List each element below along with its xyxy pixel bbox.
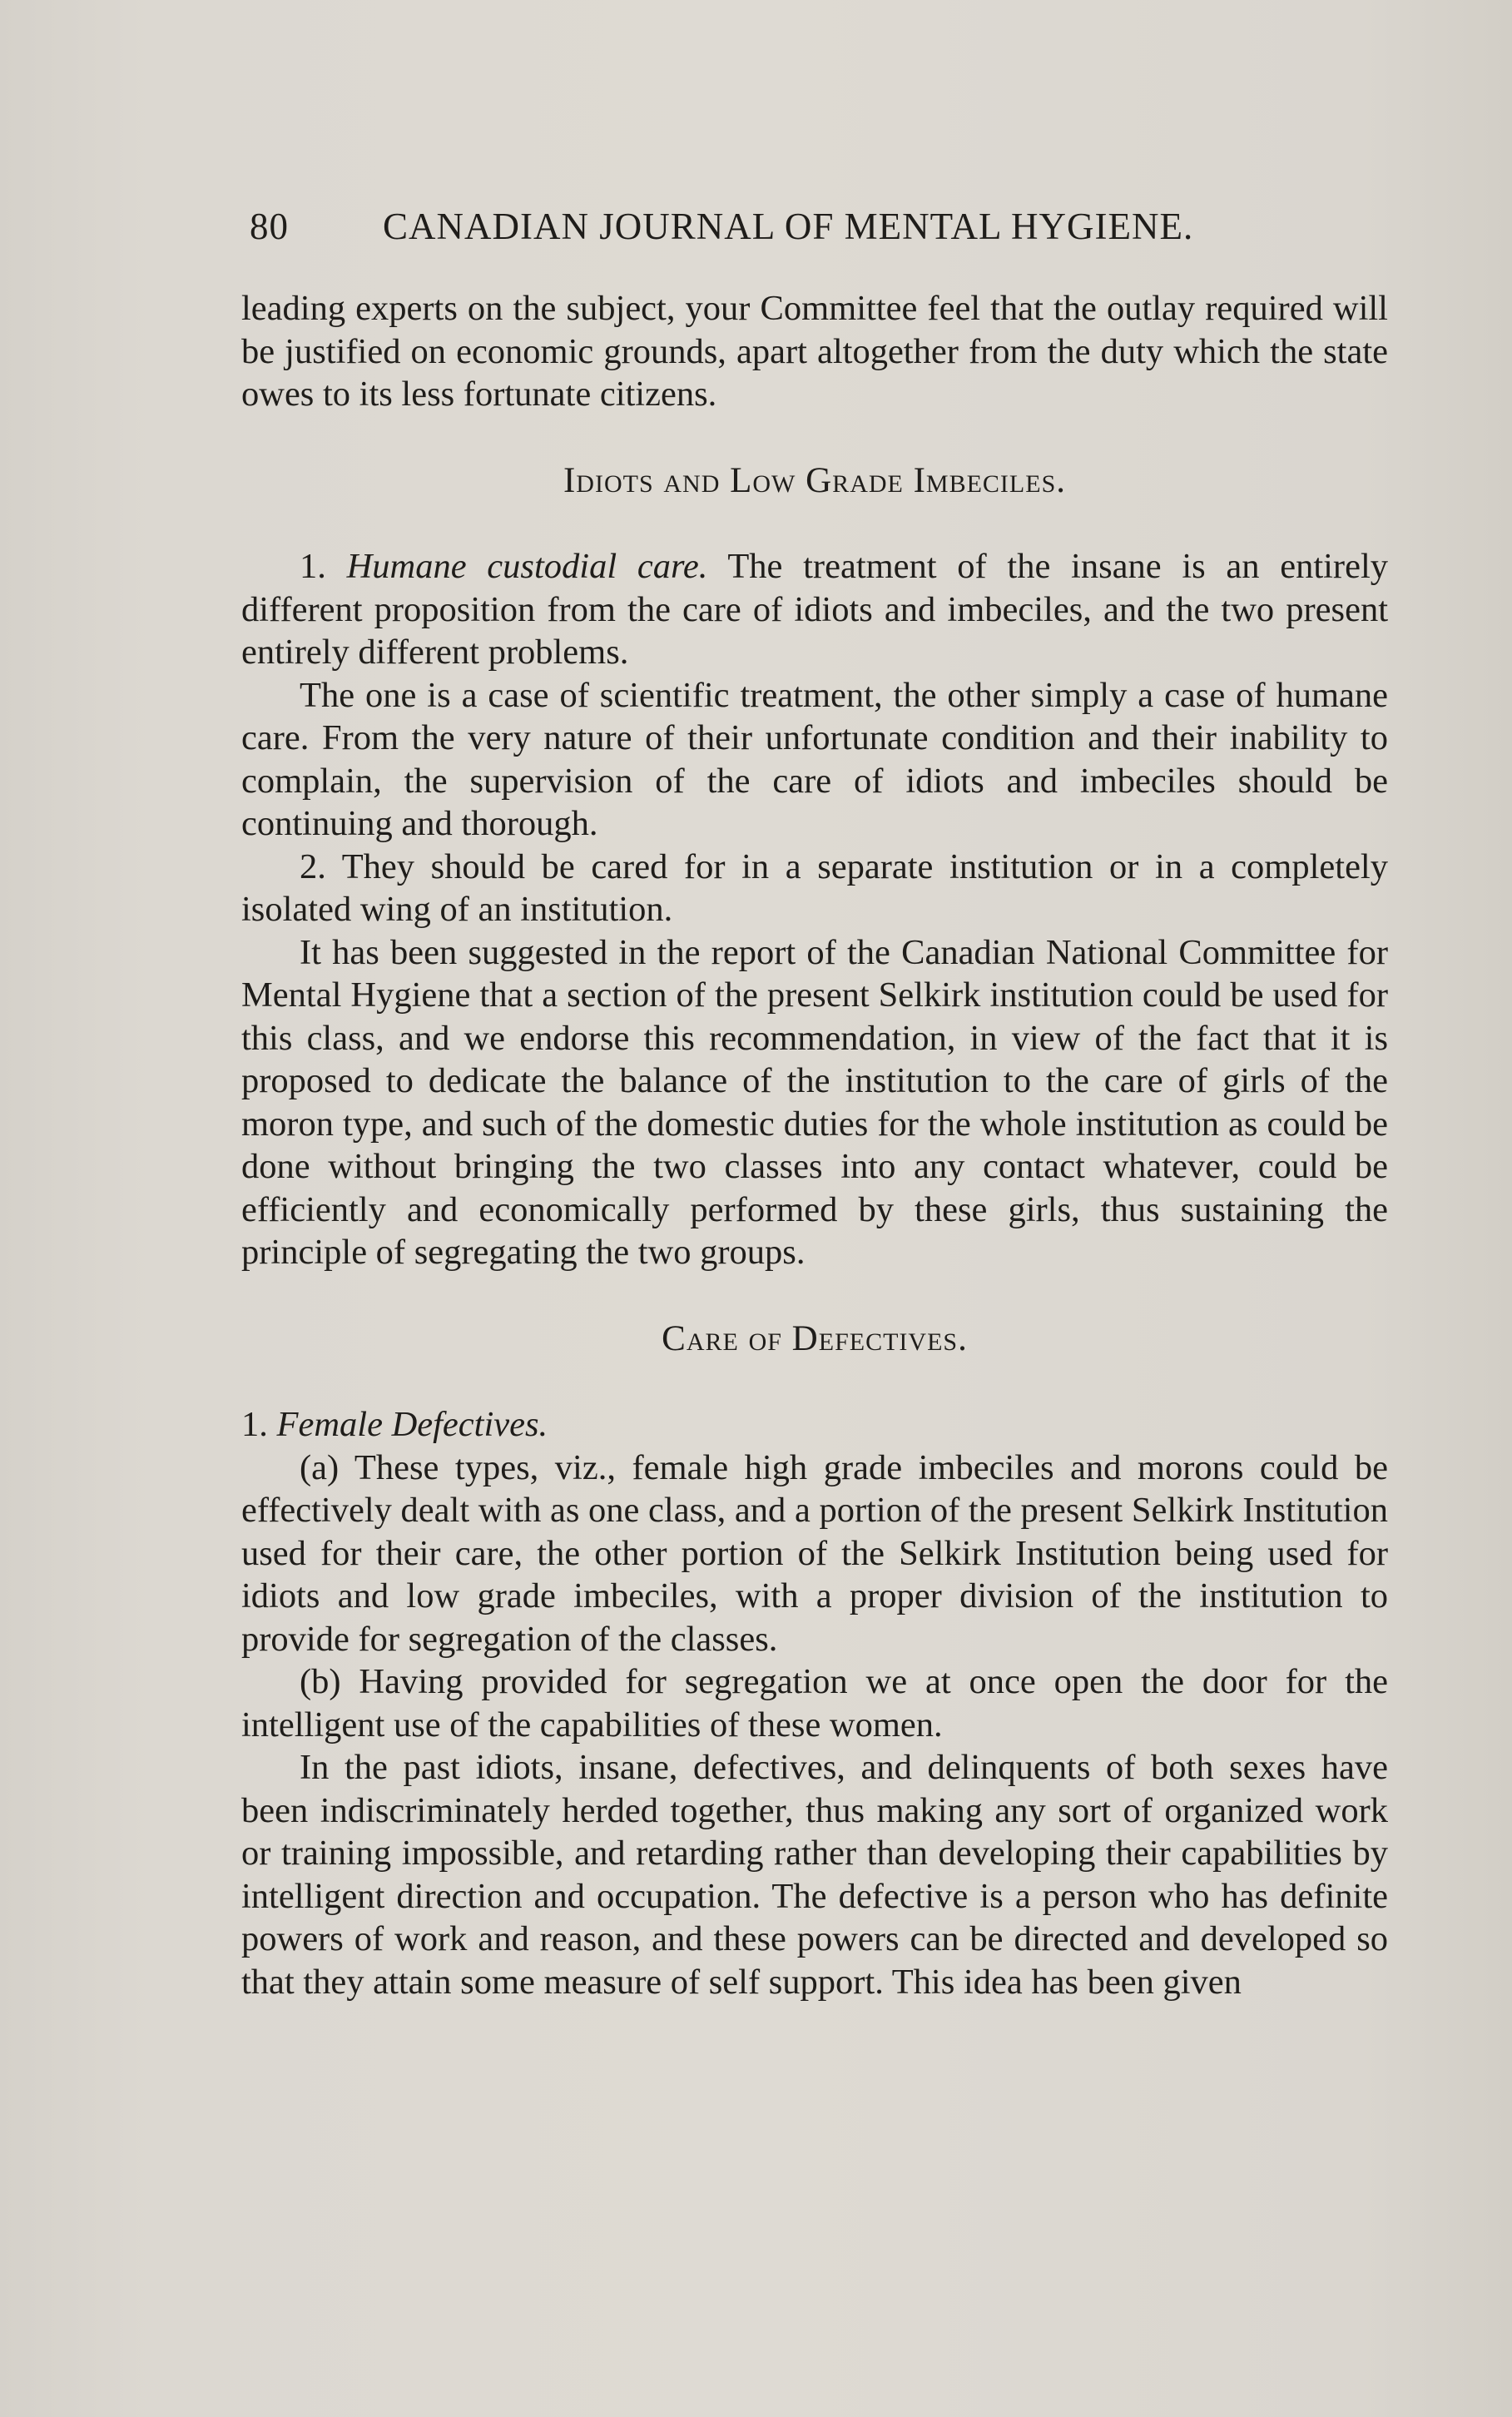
list-number: 1. <box>241 1405 277 1444</box>
list-number: 1. <box>300 547 347 586</box>
body-text <box>241 287 1388 2003</box>
section-heading-defectives: Care of Defectives. <box>662 1318 968 1358</box>
paragraph-types: (a) These types, viz., female high grade imbeciles and morons could be effectively dealt with as one class, and a portion of the present Selkirk Institution used for their care, the other portion of the Selkirk Institution being used for idiots and low grade imbeciles, with a proper division of the institution to provide for segregation of the classes. <box>241 1447 1388 1659</box>
paragraph-separate-institution: 2. They should be cared for in a separate institution or in a completely isolated wing of an institution. <box>241 846 1388 929</box>
paragraph-female-defectives <box>241 1403 1388 1447</box>
paragraph-humane-care <box>241 545 1388 674</box>
paragraph-past-practice: In the past idiots, insane, defectives, and delinquents of both sexes have been indiscriminately herded together, thus making any sort of organized work or training impossible, and retarding rather than developing their capabilities by intelligent direction and occupation. The defective is a person who has definite powers of work and reason, and these powers can be directed and developed so that they attain some measure of self support. This idea has been given <box>241 1748 1388 2002</box>
paragraph-intro: leading experts on the subject, your Committee feel that the outlay required will be justified on economic grounds, apart altogether from the duty which the state owes to its less fortunate citizens. <box>241 289 1388 414</box>
running-header <box>250 205 1290 255</box>
paragraph-selkirk-suggestion: It has been suggested in the report of the Canadian National Committee for Mental Hygiene that a section of the present Selkirk institution could be used for this class, and we endorse this recommendation, in view of the fact that it is proposed to dedicate the balance of the institution to the care of girls of the moron type, and such of the domestic duties for the whole institution as could be done without bringing the two classes into any contact whatever, could be efficiently and economically performed by these girls, thus sustaining the principle of segregating the two groups. <box>241 932 1388 1272</box>
paragraph-scientific-treatment: The one is a case of scientific treatment, the other simply a case of humane care. From the very nature of their unfortunate condition and their inability to complain, the supervision of the care of idiots and imbeciles should be continuing and thorough. <box>241 675 1388 843</box>
page-number: 80 <box>250 206 289 247</box>
journal-title: CANADIAN JOURNAL OF MENTAL HYGIENE. <box>383 206 1194 247</box>
paragraph-segregation: (b) Having provided for segregation we at once open the door for the intelligent use of the capabilities of these women. <box>241 1662 1388 1745</box>
italic-subheading: Female Defectives. <box>276 1405 548 1444</box>
italic-subheading: Humane custodial care. <box>346 547 708 586</box>
paragraph-text: The treatment of the insane is an entirely different proposition from the care of idiots and imbeciles, and the two present entirely different problems. <box>241 547 1389 672</box>
section-heading-idiots: Idiots and Low Grade Imbeciles. <box>563 460 1067 500</box>
